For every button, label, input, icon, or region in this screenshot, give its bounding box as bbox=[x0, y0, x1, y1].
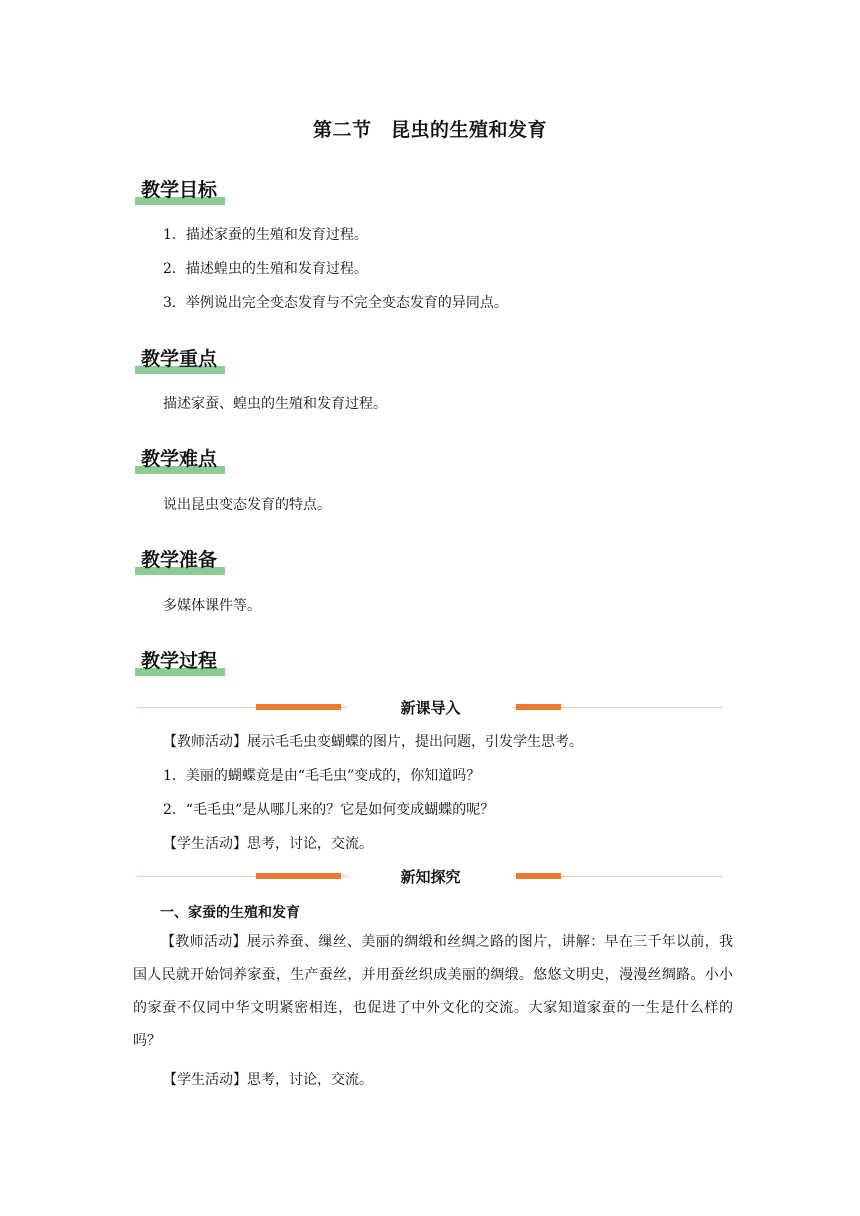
divider-accent-right bbox=[516, 704, 561, 710]
page-title: 第二节 昆虫的生殖和发育 bbox=[312, 119, 547, 141]
intro-line: 【学生活动】思考，讨论，交流。 bbox=[163, 836, 373, 852]
preparation-text: 多媒体课件等。 bbox=[163, 598, 261, 614]
section-heading-label: 教学目标 bbox=[141, 179, 218, 201]
divider-accent-left bbox=[256, 704, 341, 710]
section-heading-label: 教学难点 bbox=[141, 448, 218, 470]
section-heading-preparation bbox=[135, 545, 225, 575]
intro-line: 1．美丽的蝴蝶竟是由“毛毛虫”变成的，你知道吗？ bbox=[163, 768, 481, 784]
section-heading-label: 教学重点 bbox=[141, 348, 218, 370]
section-heading-process bbox=[135, 646, 225, 676]
key-points-text: 描述家蚕、蝗虫的生殖和发育过程。 bbox=[163, 396, 387, 412]
objective-item: 1．描述家蚕的生殖和发育过程。 bbox=[163, 227, 368, 243]
divider-accent-left bbox=[256, 873, 341, 879]
divider-label: 新知探究 bbox=[348, 867, 513, 887]
explore-subheading: 一、家蚕的生殖和发育 bbox=[160, 905, 300, 921]
section-heading-label: 教学准备 bbox=[141, 549, 218, 571]
divider-intro bbox=[138, 698, 723, 718]
explore-paragraph: 【教师活动】展示养蚕、缫丝、美丽的绸缎和丝绸之路的图片，讲解：早在三千年以前，我国人民就开始饲养家蚕，生产蚕丝，并用蚕丝织成美丽的绸缎。悠悠文明史，漫漫丝绸路。小小的家蚕不仅同中华文明紧密相连，也促进了中外文化的交流。大家知道家蚕的一生是什么样的吗？ bbox=[133, 934, 733, 1049]
section-heading-difficulties bbox=[135, 444, 225, 474]
section-heading-label: 教学过程 bbox=[141, 650, 218, 672]
divider-explore bbox=[138, 867, 723, 887]
intro-line: 2．“毛毛虫”是从哪儿来的？它是如何变成蝴蝶的呢？ bbox=[163, 802, 495, 818]
divider-label: 新课导入 bbox=[348, 698, 513, 718]
objective-item: 3．举例说出完全变态发育与不完全变态发育的异同点。 bbox=[163, 295, 508, 311]
divider-accent-right bbox=[516, 873, 561, 879]
intro-line: 【教师活动】展示毛毛虫变蝴蝶的图片，提出问题，引发学生思考。 bbox=[163, 734, 583, 750]
difficulties-text: 说出昆虫变态发育的特点。 bbox=[163, 497, 331, 513]
section-heading-objectives bbox=[135, 175, 225, 205]
section-heading-key-points bbox=[135, 344, 225, 374]
objective-item: 2．描述蝗虫的生殖和发育过程。 bbox=[163, 261, 368, 277]
explore-student-activity: 【学生活动】思考，讨论，交流。 bbox=[163, 1072, 373, 1088]
